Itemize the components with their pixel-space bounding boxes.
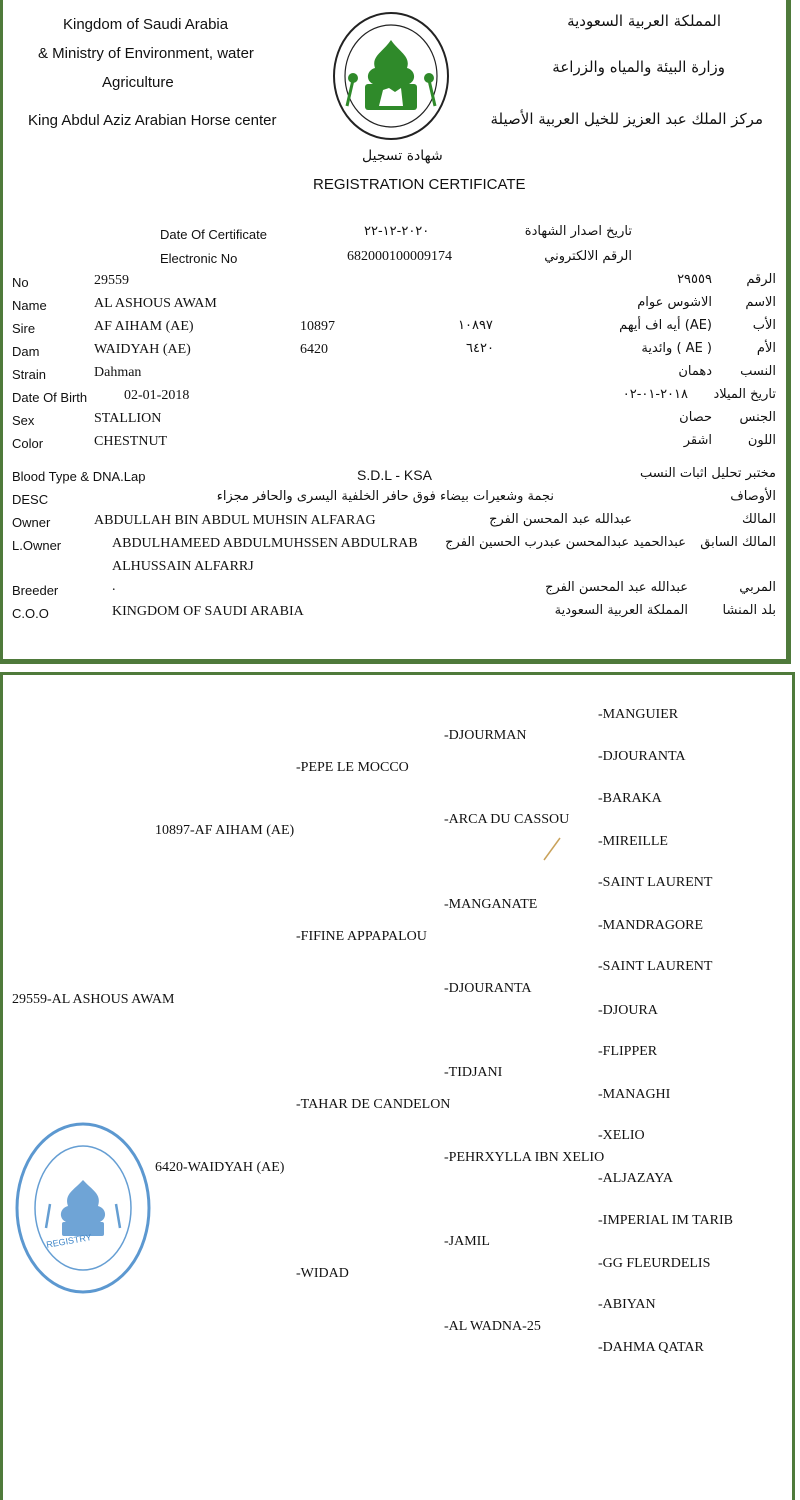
breeder-label: Breeder [12,583,59,598]
sire-value: AF AIHAM (AE) [94,319,194,334]
desc-value-ar: نجمة وشعيرات بيضاء فوق حافر الخلفية اليسرى والحافر مجزاء [216,489,554,504]
owner-label: Owner [12,515,51,530]
breeder-label-ar: المربي [739,580,776,595]
header-en-line4: King Abdul Aziz Arabian Horse center [28,112,277,129]
header-ar-line2: وزارة البيئة والمياه والزراعة [552,58,725,76]
sire-value-ar: (AE) أيه اف أيهم [619,318,712,333]
dam-label: Dam [12,344,40,359]
lowner-value-ar: عبدالحميد عبدالمحسن عبدرب الحسين الفرج [445,535,686,550]
lowner-value-line2: ALHUSSAIN ALFARRJ [112,559,254,574]
dam-number-ar: ٦٤٢٠ [466,341,494,356]
sex-label: Sex [12,413,35,428]
pedigree-gen4-item: -ABIYAN [598,1297,656,1312]
pedigree-gen4-item: -MANGUIER [598,707,679,722]
sex-value: STALLION [94,411,162,426]
pedigree-gen4-item: -BARAKA [598,791,662,806]
electronic-value: 682000100009174 [347,249,452,264]
sex-value-ar: حصان [679,410,712,425]
title-en: REGISTRATION CERTIFICATE [313,176,526,193]
header-en-line2: & Ministry of Environment, water [38,45,254,62]
pedigree-gen3-item: -TIDJANI [444,1065,503,1080]
coo-value: KINGDOM OF SAUDI ARABIA [112,604,304,619]
ministry-logo [331,10,451,144]
pedigree-gen2-item: -TAHAR DE CANDELON [296,1097,451,1112]
coo-label: C.O.O [12,606,49,621]
blood-label-ar: مختبر تحليل اثبات النسب [639,466,776,481]
date-label: Date Of Certificate [160,227,267,242]
color-value: CHESTNUT [94,434,168,449]
coo-value-ar: المملكة العربية السعودية [554,603,688,618]
lowner-label: L.Owner [12,538,62,553]
strain-value-ar: دهمان [678,364,712,379]
no-label: No [12,275,29,290]
lowner-label-ar: المالك السابق [700,535,776,550]
pedigree-gen2-item: -WIDAD [296,1266,349,1281]
name-value-ar: الاشوس عوام [637,295,712,310]
dam-value-ar: ( AE ) وائدية [641,341,712,356]
dam-number: 6420 [300,342,328,357]
pedigree-gen4-item: -DAHMA QATAR [598,1340,704,1355]
pedigree-gen4-item: -MANAGHI [598,1087,671,1102]
owner-label-ar: المالك [742,512,776,527]
pedigree-gen4-item: -MANDRAGORE [598,918,703,933]
strain-value: Dahman [94,365,142,380]
pedigree-gen4-item: -DJOURA [598,1003,658,1018]
name-label: Name [12,298,47,313]
pedigree-sire: 10897-AF AIHAM (AE) [155,823,295,838]
lowner-value-line1: ABDULHAMEED ABDULMUHSSEN ABDULRAB [112,536,418,551]
strain-label: Strain [12,367,46,382]
pedigree-gen3-item: -DJOURMAN [444,728,527,743]
pedigree-card [0,672,795,1500]
sire-label: Sire [12,321,36,336]
pedigree-gen3-item: -PEHRXYLLA IBN XELIO [444,1150,605,1165]
title-ar: شهادة تسجيل [362,148,443,164]
pen-mark [540,836,564,864]
desc-label: DESC [12,492,49,507]
name-label-ar: الاسم [745,295,776,310]
pedigree-gen4-item: -DJOURANTA [598,749,686,764]
pedigree-gen4-item: -IMPERIAL IM TARIB [598,1213,733,1228]
stamp-registry-text: REGISTRY [45,1232,93,1250]
header-ar-line1: المملكة العربية السعودية [567,12,721,30]
strain-label-ar: النسب [740,364,776,379]
pedigree-dam: 6420-WAIDYAH (AE) [155,1160,285,1175]
pedigree-gen3-item: -AL WADNA-25 [444,1319,541,1334]
pedigree-subject: 29559-AL ASHOUS AWAM [12,992,175,1007]
sire-number: 10897 [300,319,335,334]
coo-label-ar: بلد المنشا [722,603,776,618]
color-label: Color [12,436,44,451]
blood-label: Blood Type & DNA.Lap [12,469,146,484]
name-value: AL ASHOUS AWAM [94,296,217,311]
dam-label-ar: الأم [756,341,776,356]
blood-value: S.D.L - KSA [357,467,432,483]
owner-value: ABDULLAH BIN ABDUL MUHSIN ALFARAG [94,513,376,528]
pedigree-gen2-item: -PEPE LE MOCCO [296,760,409,775]
owner-value-ar: عبدالله عبد المحسن الفرج [489,512,632,527]
desc-label-ar: الأوصاف [730,489,776,504]
pedigree-gen4-item: -ALJAZAYA [598,1171,673,1186]
dam-value: WAIDYAH (AE) [94,342,191,357]
electronic-label: Electronic No [160,251,238,266]
electronic-label-ar: الرقم الالكتروني [544,249,632,264]
pedigree-gen3-item: -DJOURANTA [444,981,532,996]
date-value: ٢٠٢٠-١٢-٢٢ [364,224,430,239]
dob-value-ar: ٢٠١٨-٠١-٠٢ [622,387,688,402]
dob-label-ar: تاريخ الميلاد [713,387,776,402]
color-label-ar: اللون [747,433,776,448]
registry-stamp [12,1118,154,1298]
color-value-ar: اشقر [683,433,712,448]
dob-label: Date Of Birth [12,390,88,405]
pedigree-gen4-item: -SAINT LAURENT [598,959,713,974]
header-en-line3: Agriculture [102,74,174,91]
header-ar-line3: مركز الملك عبد العزيز للخيل العربية الأصيلة [490,110,763,128]
breeder-value: . [112,579,116,594]
sire-number-ar: ١٠٨٩٧ [458,318,493,333]
pedigree-gen2-item: -FIFINE APPAPALOU [296,929,427,944]
pedigree-gen4-item: -XELIO [598,1128,645,1143]
pedigree-gen3-item: -MANGANATE [444,897,538,912]
pedigree-gen4-item: -GG FLEURDELIS [598,1256,711,1271]
pedigree-gen4-item: -SAINT LAURENT [598,875,713,890]
pedigree-gen4-item: -FLIPPER [598,1044,658,1059]
header-en-line1: Kingdom of Saudi Arabia [63,16,229,33]
pedigree-gen3-item: -JAMIL [444,1234,490,1249]
pedigree-gen4-item: -MIREILLE [598,834,668,849]
sex-label-ar: الجنس [739,410,776,425]
pedigree-gen3-item: -ARCA DU CASSOU [444,812,570,827]
dob-value: 02-01-2018 [124,388,190,403]
no-value-ar: ٢٩٥٥٩ [677,272,712,287]
no-label-ar: الرقم [746,272,776,287]
date-label-ar: تاريخ اصدار الشهادة [524,224,632,239]
no-value: 29559 [94,273,129,288]
breeder-value-ar: عبدالله عبد المحسن الفرج [545,580,688,595]
sire-label-ar: الأب [752,318,776,333]
